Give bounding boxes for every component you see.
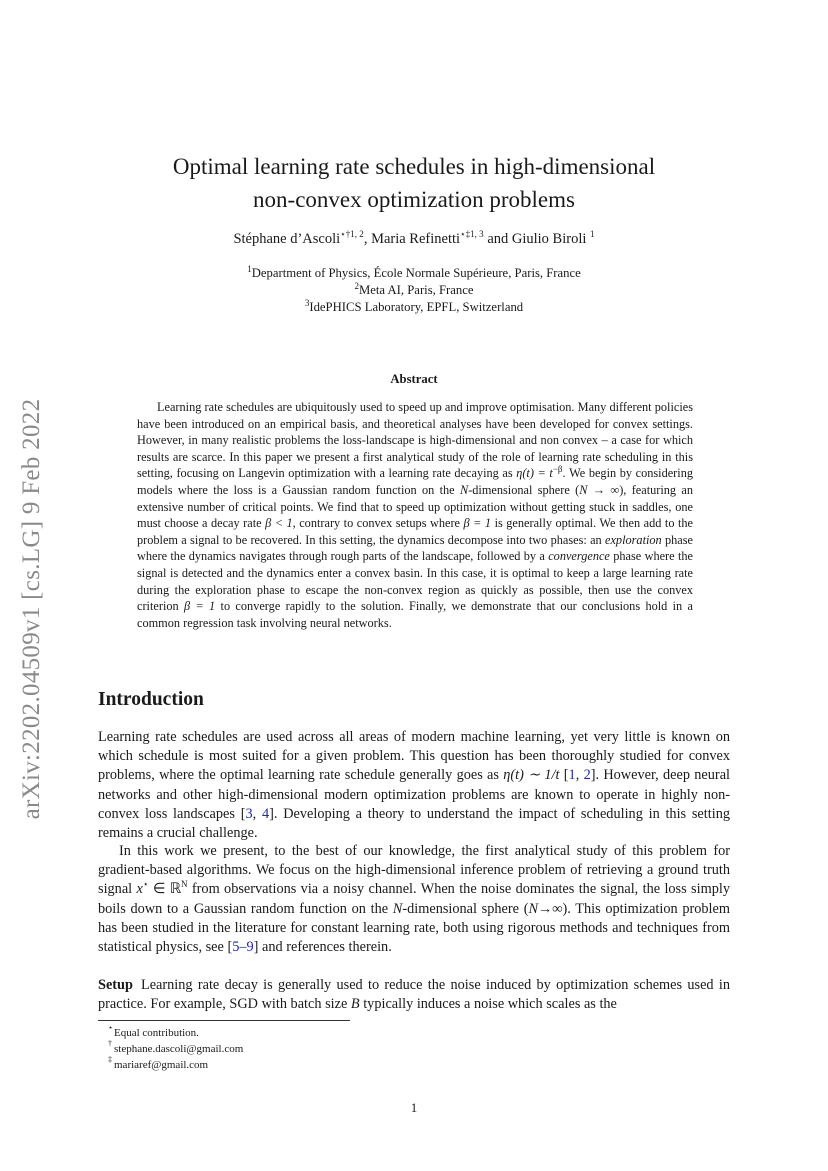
affiliation-text: IdePHICS Laboratory, EPFL, Switzerland bbox=[309, 300, 524, 314]
footnote: ⋆ Equal contribution. bbox=[108, 1023, 199, 1039]
author-name: Giulio Biroli bbox=[511, 231, 587, 247]
math-expression: x bbox=[136, 881, 143, 898]
body-text: , bbox=[575, 767, 584, 784]
citation-link[interactable]: 4 bbox=[261, 805, 270, 822]
title-line-1: Optimal learning rate schedules in high-dimensional bbox=[172, 154, 656, 179]
affiliation-number: 2 bbox=[354, 280, 359, 291]
abstract-text: to converge rapidly to the solution. Finally, we demonstrate that our conclusions hold in a common regression task involving neural networks. bbox=[137, 599, 693, 630]
citation-link[interactable]: 1 bbox=[568, 767, 576, 784]
body-text: Learning rate decay is generally used to reduce the noise induced by optimization schemes used in practice. For example, SGD with batch size bbox=[98, 977, 730, 1013]
citation-link[interactable]: 5–9 bbox=[232, 939, 254, 956]
affiliation-number: 3 bbox=[304, 297, 310, 308]
abstract-text: Learning rate schedules are ubiquitously used to speed up and improve optimisation. Many different policies have been introduced on an empirical basis, and theoretical analyses have been developed for convex settings. However, in many realistic problems the loss-landscape is high-dimensional and non convex – a case for which results are scarce. In this paper we present a first analytical study of the role of learning rate scheduling in this setting, focusing on Langevin optimization with a learning rate decaying as bbox=[137, 400, 693, 481]
affiliation-text: Meta AI, Paris, France bbox=[358, 283, 474, 297]
body-text: ). This optimization problem has been studied in the literature for constant learning rate, both using rigorous methods and techniques from statistical physics, see [ bbox=[98, 900, 730, 956]
abstract-text: , contrary to convex setups where bbox=[292, 516, 464, 531]
affiliation-number: 1 bbox=[247, 263, 252, 274]
math-expression: N bbox=[459, 482, 469, 497]
intro-paragraph-1 bbox=[98, 728, 730, 843]
citation-link[interactable]: 2 bbox=[583, 767, 591, 784]
paper-title bbox=[0, 150, 828, 216]
math-expression: β = 1 bbox=[183, 599, 216, 614]
author-separator: and bbox=[483, 231, 512, 247]
abstract-text: is generally optimal. We then add to the problem a signal to be recovered. In this setting, the dynamics decompose into two phases: an bbox=[137, 516, 693, 547]
body-text: ]. However, deep neural networks and other high-dimensional modern optimization problems are known to operate in highly non-convex loss landscapes [ bbox=[98, 767, 731, 822]
affiliation bbox=[0, 299, 828, 316]
math-expression: N bbox=[392, 900, 403, 917]
title-line-2: non-convex optimization problems bbox=[253, 187, 575, 212]
author-marks: ⋆‡1, 3 bbox=[460, 229, 484, 240]
body-text: Learning rate schedules are used across all areas of modern machine learning, yet very little is known on which schedule is most suited for a given problem. This question has been thoroughly studied for convex problems, where the optimal learning rate schedule generally goes as bbox=[98, 729, 730, 784]
arxiv-sidebar bbox=[12, 372, 52, 847]
affiliation-text: Department of Physics, École Normale Supérieure, Paris, France bbox=[251, 266, 581, 280]
footnote: † stephane.dascoli@gmail.com bbox=[108, 1039, 244, 1055]
intro-paragraph-2 bbox=[98, 842, 730, 957]
abstract-text: phase where the dynamics navigates through rough parts of the landscape, followed by a bbox=[137, 532, 693, 564]
math-superscript: −β bbox=[552, 464, 563, 475]
footnote-email[interactable]: stephane.dascoli@gmail.com bbox=[114, 1043, 244, 1055]
emphasis-text: convergence bbox=[548, 549, 610, 564]
section-heading-introduction: Introduction bbox=[98, 689, 204, 710]
page-number: 1 bbox=[410, 1100, 418, 1115]
math-superscript: N bbox=[181, 879, 188, 890]
emphasis-text: exploration bbox=[605, 532, 662, 547]
abstract-text: phase where the signal is detected and the dynamics enter a convex basin. In this case, it is optimal to keep a large learning rate during the exploration phase to escape the non-convex region as quickly as possible, then use the convex criterion bbox=[137, 549, 693, 614]
body-text: -dimensional sphere ( bbox=[402, 900, 529, 917]
math-expression: η(t) ∼ 1/t bbox=[503, 767, 560, 784]
body-text: typically induces a noise which scales as the bbox=[359, 996, 617, 1013]
author-marks: ⋆†1, 2 bbox=[340, 229, 364, 240]
affiliations bbox=[0, 265, 828, 316]
math-expression: B bbox=[350, 996, 360, 1013]
abstract-text: -dimensional sphere ( bbox=[468, 482, 580, 497]
math-expression: N → ∞ bbox=[579, 482, 620, 497]
math-expression: β < 1 bbox=[265, 516, 293, 531]
arxiv-identifier: arXiv:2202.04509v1 [cs.LG] 9 Feb 2022 bbox=[18, 398, 45, 820]
body-text: ]. Developing a theory to understand the impact of scheduling in this setting remains a crucial challenge. bbox=[98, 805, 730, 842]
author-name: Maria Refinetti bbox=[371, 231, 461, 247]
math-expression: N→∞ bbox=[528, 900, 563, 917]
author-marks: 1 bbox=[590, 229, 595, 240]
setup-paragraph bbox=[98, 976, 730, 1014]
body-text: In this work we present, to the best of our knowledge, the first analytical study of this problem for gradient-based algorithms. We focus on the high-dimensional inference problem of retrieving a ground truth signal bbox=[98, 843, 730, 898]
math-expression: ∈ ℝ bbox=[148, 881, 182, 898]
author-name: Stéphane d’Ascoli bbox=[233, 231, 341, 247]
paragraph-label: Setup bbox=[98, 977, 133, 993]
body-text: [ bbox=[559, 767, 569, 784]
math-expression: η(t) = t bbox=[516, 466, 553, 481]
affiliation bbox=[0, 265, 828, 282]
footnote-email[interactable]: mariaref@gmail.com bbox=[114, 1059, 209, 1071]
author-separator: , bbox=[363, 231, 372, 247]
math-expression: β = 1 bbox=[463, 516, 492, 531]
body-text: from observations via a noisy channel. When the noise dominates the signal, the loss simply boils down to a Gaussian random function on the bbox=[98, 881, 730, 917]
abstract-body bbox=[137, 399, 693, 631]
footnote-text: Equal contribution. bbox=[114, 1027, 199, 1039]
footnote-divider bbox=[98, 1020, 350, 1021]
affiliation bbox=[0, 282, 828, 299]
body-text: ] and references therein. bbox=[253, 939, 392, 956]
abstract-text: ), featuring an extensive number of critical points. We find that to speed up optimization without getting stuck in saddles, one must choose a decay rate bbox=[137, 482, 694, 531]
abstract-text: . We begin by considering models where the loss is a Gaussian random function on the bbox=[137, 466, 693, 497]
abstract-heading: Abstract bbox=[390, 372, 438, 386]
citation-link[interactable]: 3 bbox=[245, 805, 253, 822]
footnotes bbox=[108, 1023, 244, 1073]
footnote: ‡ mariaref@gmail.com bbox=[108, 1055, 209, 1071]
author-list bbox=[0, 231, 828, 248]
body-text: , bbox=[252, 805, 262, 822]
math-superscript: ⋆ bbox=[142, 879, 149, 890]
